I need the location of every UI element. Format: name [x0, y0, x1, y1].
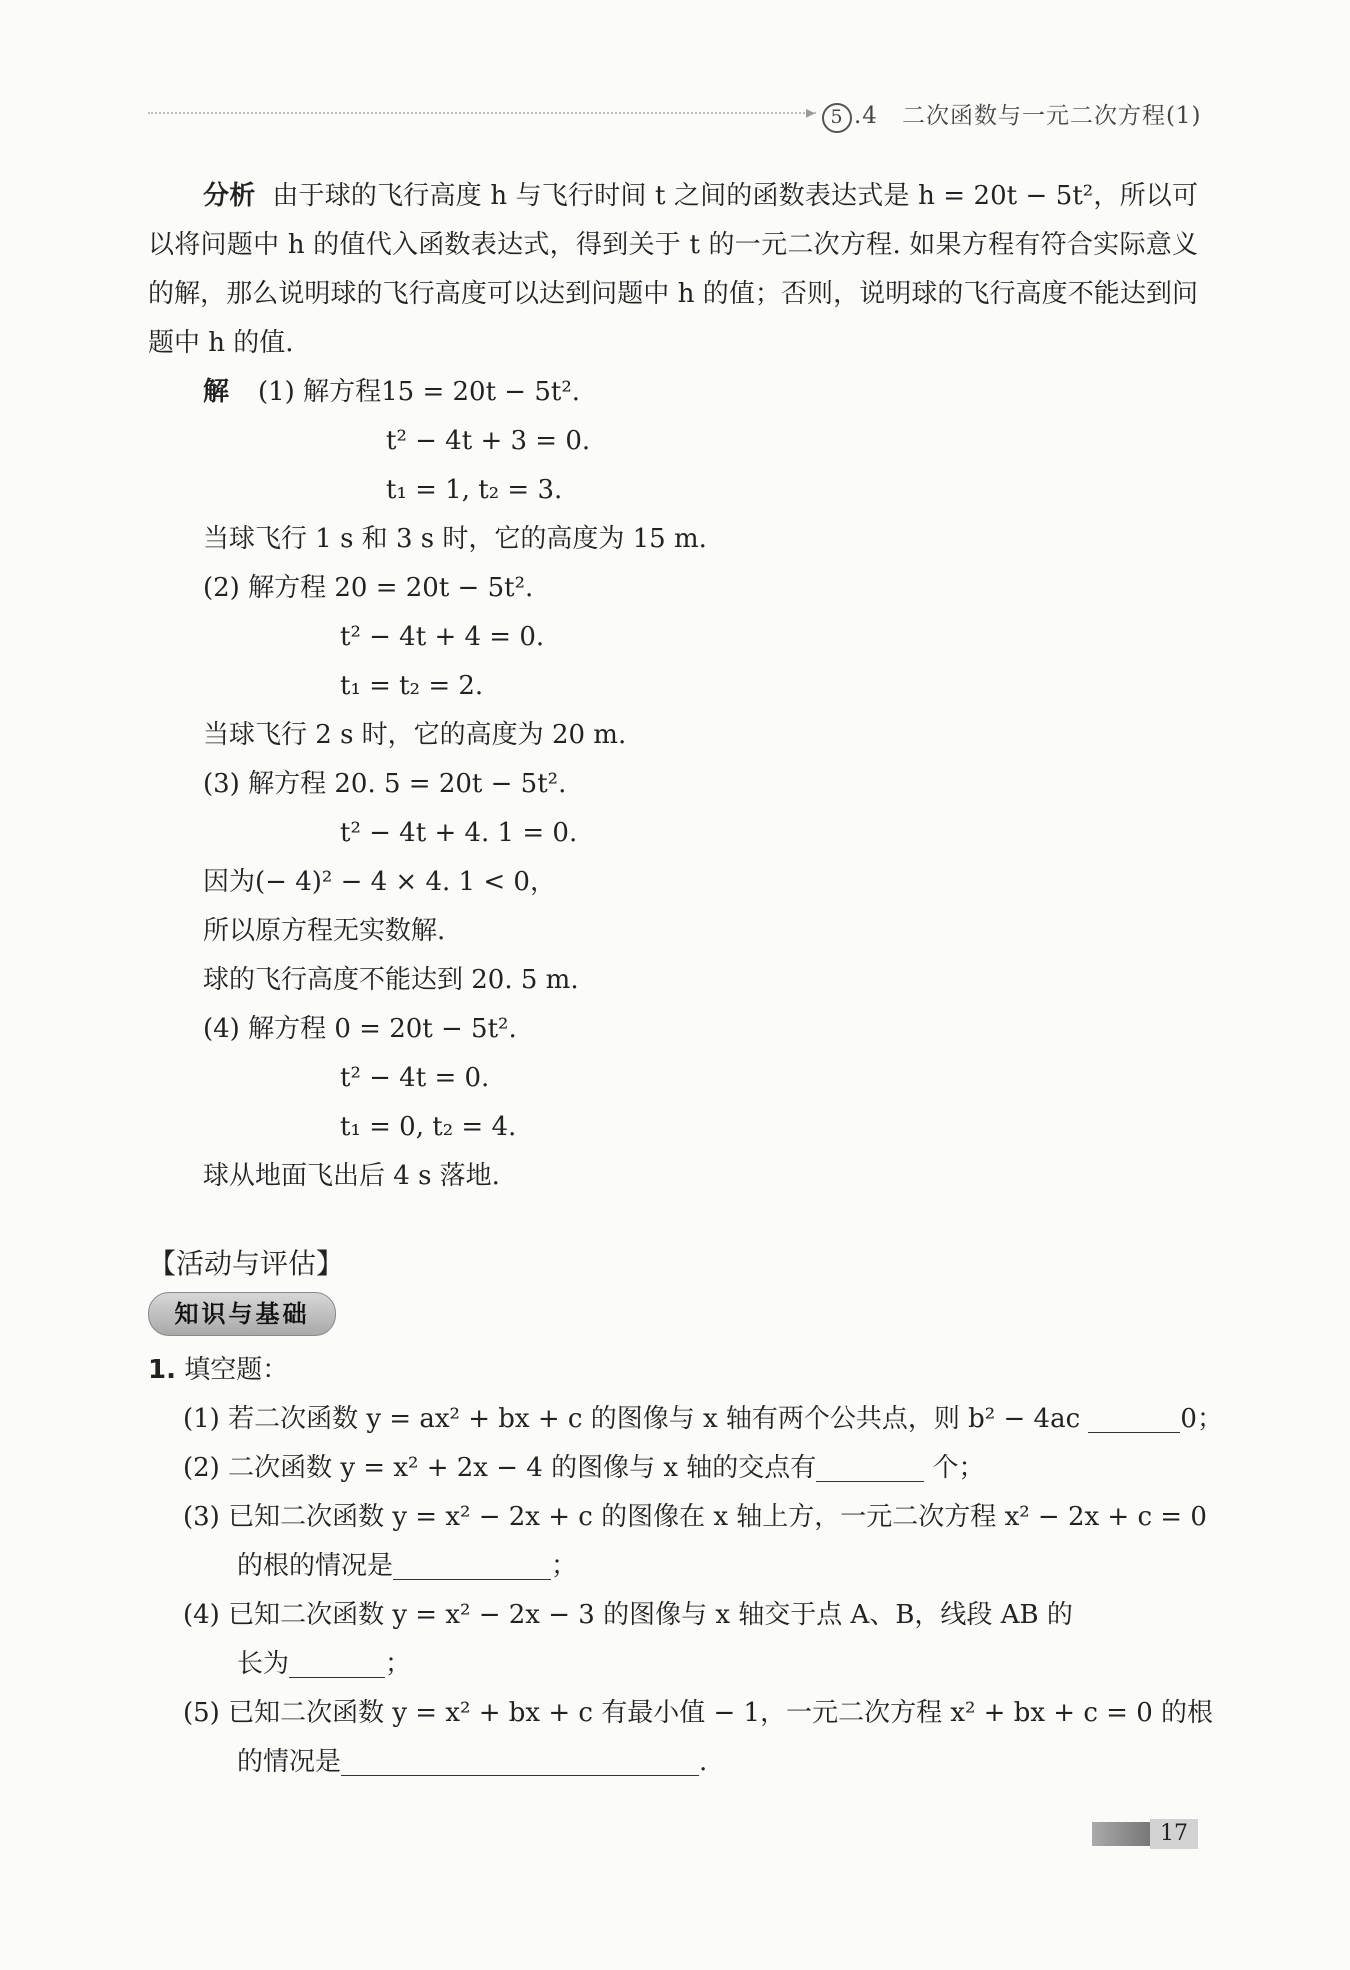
solution-line: 当球飞行 2 s 时，它的高度为 20 m. — [203, 720, 627, 750]
solution-line: 因为(− 4)² − 4 × 4. 1 < 0， — [203, 867, 556, 897]
fill-item-2: (2) 二次函数 y = x² + 2x − 4 的图像与 x 轴的交点有 个； — [183, 1453, 985, 1483]
analysis-text: 由于球的飞行高度 h 与飞行时间 t 之间的函数表达式是 h = 20t − 5t²，所以可以将问题中 h 的值代入函数表达式，得到关于 t 的一元二次方程. 如果方程有符合实际意义的解，那么说明球的飞行高度可以达到问题中 h 的值；否则，说明球的飞行高度不能达到问题中 h 的值. — [148, 181, 1198, 358]
solution-line: t² − 4t + 4. 1 = 0. — [340, 818, 578, 848]
solution-line: (3) 解方程 20. 5 = 20t − 5t². — [203, 769, 567, 799]
analysis-paragraph — [148, 172, 1198, 368]
question-number: 1. — [148, 1355, 176, 1385]
section-number-circle: 5 — [822, 103, 852, 133]
answer-blank[interactable] — [1088, 1402, 1180, 1433]
solution-line: 当球飞行 1 s 和 3 s 时，它的高度为 15 m. — [203, 524, 707, 554]
question-title: 填空题： — [184, 1355, 289, 1385]
solution-line: t² − 4t + 3 = 0. — [386, 426, 591, 456]
answer-blank[interactable] — [289, 1647, 385, 1678]
solution-line: t² − 4t + 4 = 0. — [340, 622, 545, 652]
solution-line: 球的飞行高度不能达到 20. 5 m. — [203, 965, 579, 995]
solution-line: t² − 4t = 0. — [340, 1063, 490, 1093]
solution-line: (4) 解方程 0 = 20t − 5t². — [203, 1014, 517, 1044]
fill-item-4: (4) 已知二次函数 y = x² − 2x − 3 的图像与 x 轴交于点 A、B，线段 AB 的 — [183, 1600, 1073, 1630]
header-arrow-icon: ▸ — [806, 102, 816, 123]
answer-blank[interactable] — [341, 1745, 699, 1776]
fill-item-5-cont: 的情况是 . — [237, 1747, 708, 1777]
solution-line: 所以原方程无实数解. — [203, 916, 446, 946]
solution-line: 球从地面飞出后 4 s 落地. — [203, 1161, 500, 1191]
solution-line: t₁ = t₂ = 2. — [340, 671, 484, 701]
section-header — [822, 97, 1202, 133]
answer-blank[interactable] — [393, 1549, 551, 1580]
solution-line: (2) 解方程 20 = 20t − 5t². — [203, 573, 534, 603]
fill-item-3-cont: 的根的情况是 ； — [237, 1551, 578, 1581]
analysis-label: 分析 — [203, 181, 256, 211]
solution-line: t₁ = 0, t₂ = 4. — [340, 1112, 517, 1142]
badge-label: 知识与基础 — [174, 1300, 310, 1328]
fill-item-5: (5) 已知二次函数 y = x² + bx + c 有最小值 − 1，一元二次方程 x² + bx + c = 0 的根 — [183, 1698, 1214, 1728]
fill-item-3: (3) 已知二次函数 y = x² − 2x + c 的图像在 x 轴上方，一元二次方程 x² − 2x + c = 0 — [183, 1502, 1207, 1532]
solution-line: t₁ = 1, t₂ = 3. — [386, 475, 563, 505]
page-number-bar — [1092, 1822, 1150, 1846]
fill-item-1: (1) 若二次函数 y = ax² + bx + c 的图像与 x 轴有两个公共点，则 b² − 4ac 0； — [183, 1404, 1223, 1434]
question-1 — [148, 1346, 288, 1395]
solution-line: (1) 解方程15 = 20t − 5t². — [258, 377, 581, 407]
section-title: .4 二次函数与一元二次方程(1) — [854, 103, 1202, 129]
activity-section-title: 【活动与评估】 — [148, 1247, 345, 1280]
fill-item-4-cont: 长为 ； — [237, 1649, 412, 1679]
page-number: 17 — [1150, 1819, 1198, 1849]
knowledge-badge — [148, 1292, 336, 1336]
answer-blank[interactable] — [816, 1451, 924, 1482]
solution-label: 解 — [203, 377, 230, 407]
header-dotted-rule — [148, 112, 816, 114]
